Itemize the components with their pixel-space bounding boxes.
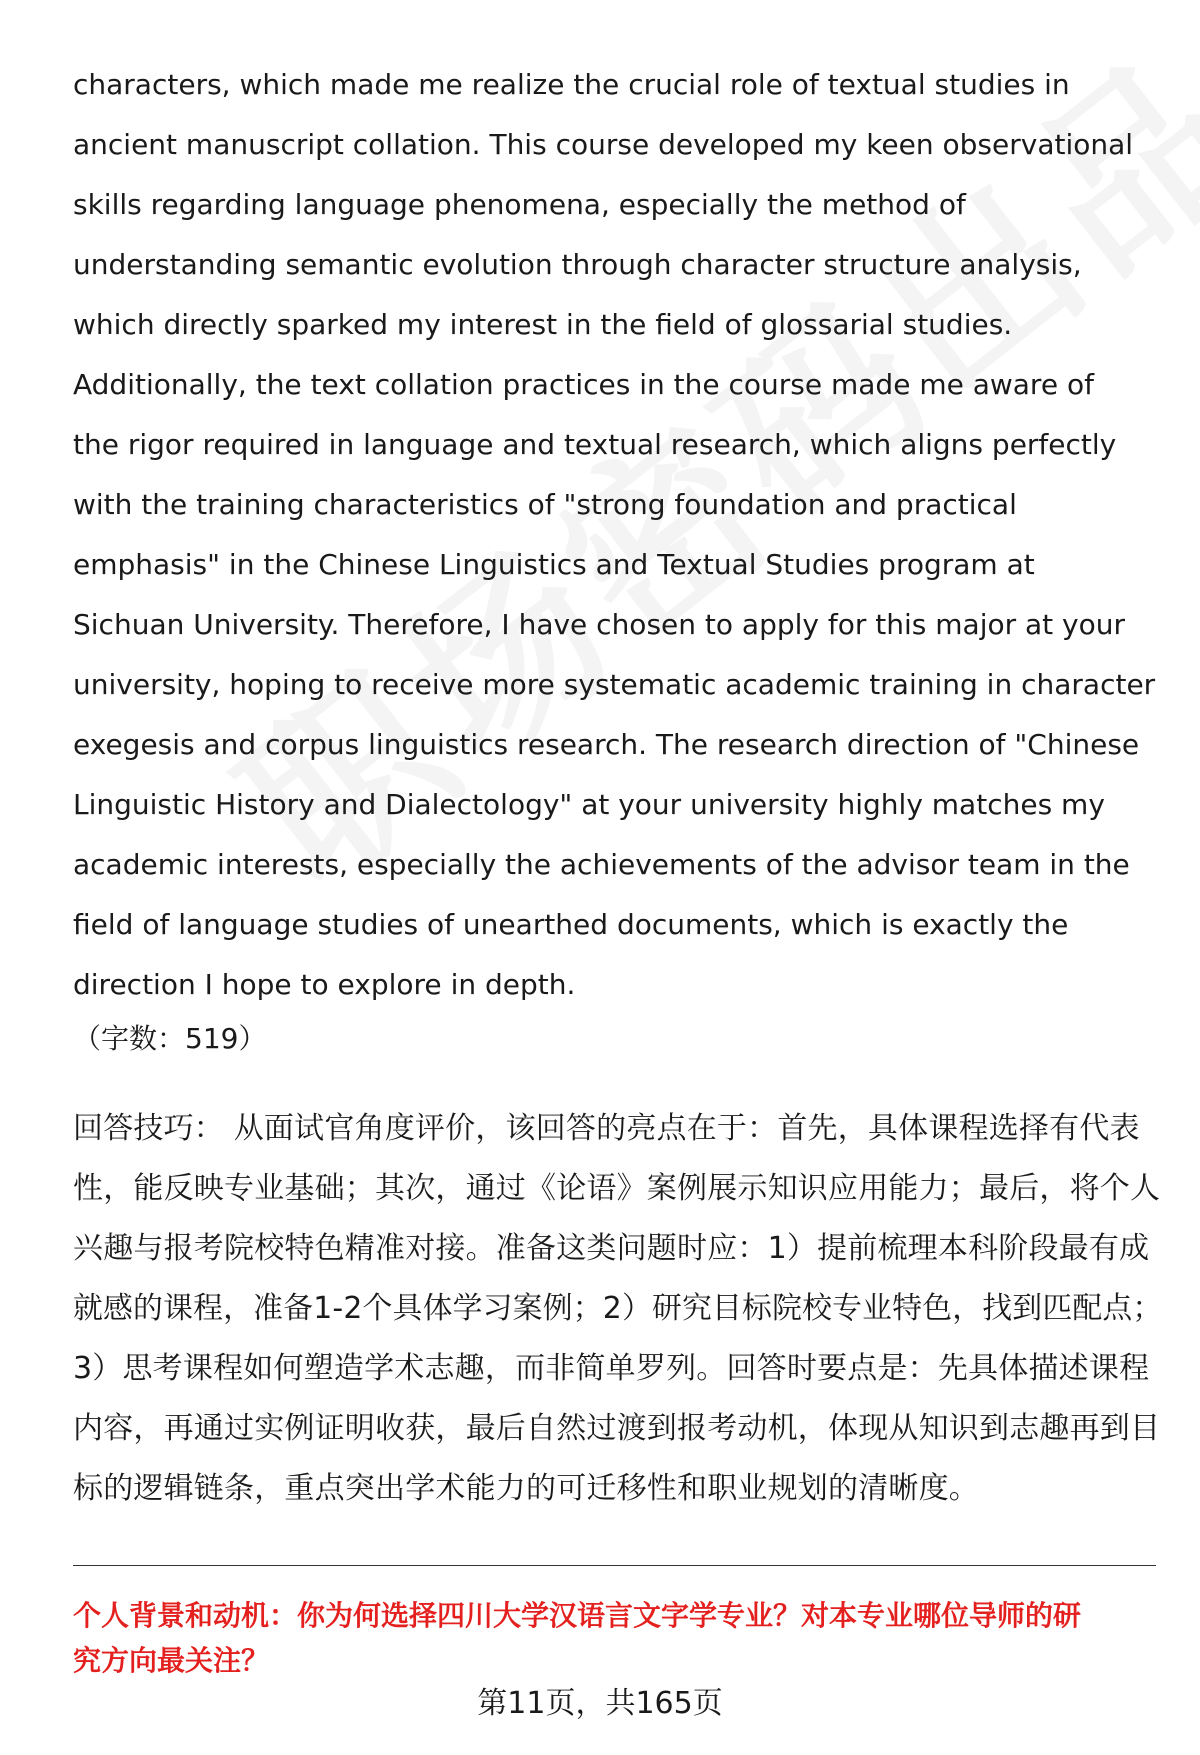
section-divider — [73, 1565, 1156, 1566]
tips-line: 兴趣与报考院校特色精准对接。准备这类问题时应：1）提前梳理本科阶段最有成 — [73, 1231, 1150, 1266]
paragraph-line: ancient manuscript collation. This course developed my keen observational — [73, 128, 1134, 161]
question-heading — [73, 1593, 1163, 1683]
paragraph-line: direction I hope to explore in depth. — [73, 968, 576, 1001]
paragraph-line: understanding semantic evolution through character structure analysis, — [73, 248, 1082, 281]
answer-paragraph — [73, 55, 1163, 1015]
paragraph-line: with the training characteristics of "strong foundation and practical — [73, 488, 1017, 521]
paragraph-line: exegesis and corpus linguistics research. The research direction of "Chinese — [73, 728, 1140, 761]
answer-tips — [73, 1099, 1163, 1519]
paragraph-line: academic interests, especially the achievements of the advisor team in the — [73, 848, 1130, 881]
tips-line: 3）思考课程如何塑造学术志趣，而非简单罗列。回答时要点是：先具体描述课程 — [73, 1351, 1150, 1386]
paragraph-line: characters, which made me realize the crucial role of textual studies in — [73, 68, 1070, 101]
tips-line: 就感的课程，准备1-2个具体学习案例；2）研究目标院校专业特色，找到匹配点； — [73, 1291, 1163, 1326]
paragraph-line: skills regarding language phenomena, especially the method of — [73, 188, 966, 221]
tips-line: 回答技巧： 从面试官角度评价，该回答的亮点在于：首先，具体课程选择有代表 — [73, 1111, 1140, 1146]
page-number: 第11页，共165页 — [477, 1686, 723, 1721]
tips-line: 性，能反映专业基础；其次，通过《论语》案例展示知识应用能力；最后，将个人 — [73, 1171, 1161, 1206]
tips-line: 内容，再通过实例证明收获，最后自然过渡到报考动机，体现从知识到志趣再到目 — [73, 1411, 1161, 1446]
paragraph-line: field of language studies of unearthed documents, which is exactly the — [73, 908, 1069, 941]
paragraph-line: the rigor required in language and textual research, which aligns perfectly — [73, 428, 1117, 461]
tips-line: 标的逻辑链条，重点突出学术能力的可迁移性和职业规划的清晰度。 — [73, 1471, 979, 1506]
paragraph-line: Sichuan University. Therefore, I have chosen to apply for this major at your — [73, 608, 1126, 641]
word-count: （字数：519） — [73, 1022, 267, 1055]
paragraph-line: Linguistic History and Dialectology" at your university highly matches my — [73, 788, 1105, 821]
question-line: 究方向最关注？ — [73, 1644, 270, 1677]
paragraph-line: emphasis" in the Chinese Linguistics and Textual Studies program at — [73, 548, 1035, 581]
paragraph-line: which directly sparked my interest in the field of glossarial studies. — [73, 308, 1013, 341]
paragraph-line: university, hoping to receive more systematic academic training in character — [73, 668, 1156, 701]
paragraph-line: Additionally, the text collation practices in the course made me aware of — [73, 368, 1094, 401]
question-line: 个人背景和动机：你为何选择四川大学汉语言文字学专业？对本专业哪位导师的研 — [73, 1599, 1082, 1632]
